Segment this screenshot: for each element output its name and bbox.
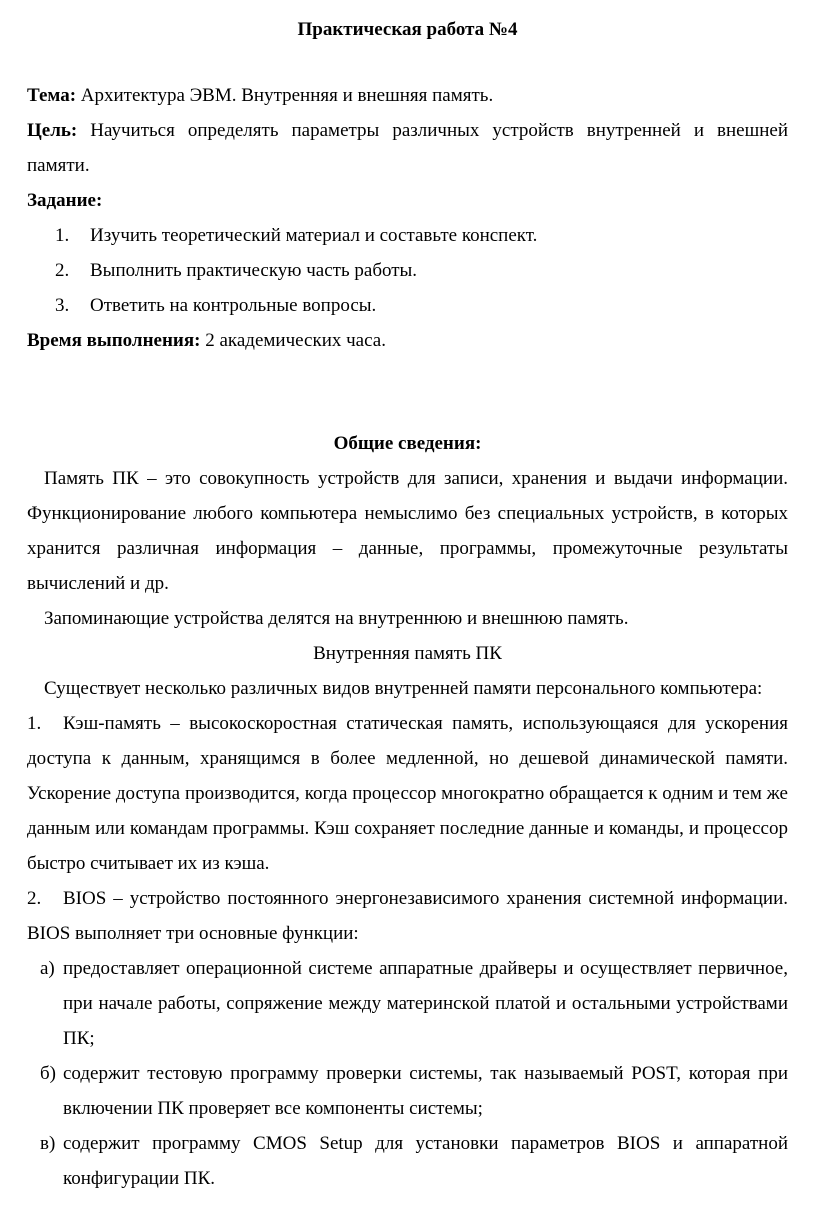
bios-function-list: [27, 951, 788, 1196]
task-text: Изучить теоретический материал и составьте конспект.: [90, 225, 538, 246]
assignment-label: Задание:: [27, 190, 103, 211]
task-item: [27, 253, 788, 288]
list-text: Кэш-память – высокоскоростная статическая память, использующаяся для ускорения доступа к данным, хранящимся в более медленной, но дешевой динамической памяти. Ускорение доступа производится, когда процессор многократно обращается к одним и тем же данным или командам программы. Кэш сохраняет последние данные и команды, и процессор быстро считывает их из кэша.: [27, 713, 788, 874]
list-item-bios: [27, 881, 788, 951]
doc-title: Практическая работа №4: [297, 19, 518, 40]
list-marker: 2.: [27, 888, 42, 909]
task-item: [27, 218, 788, 253]
assignment-heading: [27, 183, 788, 218]
topic-text: Архитектура ЭВМ. Внутренняя и внешняя память.: [80, 85, 494, 106]
goal-text: Научиться определять параметры различных устройств внутренней и внешней памяти.: [27, 120, 789, 176]
bios-function-item: [27, 1056, 788, 1126]
topic-label: Тема:: [27, 85, 77, 106]
task-marker: 2.: [55, 260, 70, 281]
task-text: Ответить на контрольные вопросы.: [90, 295, 377, 316]
task-marker: 3.: [55, 295, 70, 316]
list-text: предоставляет операционной системе аппаратные драйверы и осуществляет первичное, при начале работы, сопряжение между материнской платой и остальными устройствами ПК;: [63, 958, 788, 1049]
list-item-cache: [27, 706, 788, 881]
list-text: содержит программу CMOS Setup для установки параметров BIOS и аппаратной конфигурации ПК.: [63, 1133, 788, 1189]
bios-function-item: [27, 951, 788, 1056]
section-heading: Общие сведения:: [333, 433, 482, 454]
subsection-heading: Внутренняя память ПК: [313, 643, 502, 664]
bios-function-item: [27, 1126, 788, 1196]
list-text: BIOS – устройство постоянного энергонезависимого хранения системной информации. BIOS выполняет три основные функции:: [27, 888, 788, 944]
task-marker: 1.: [55, 225, 70, 246]
list-marker: а): [40, 958, 55, 979]
topic-paragraph: [27, 78, 788, 113]
goal-paragraph: [27, 113, 788, 183]
goal-label: Цель:: [27, 120, 78, 141]
list-text: содержит тестовую программу проверки системы, так называемый POST, которая при включении ПК проверяет все компоненты системы;: [63, 1063, 788, 1119]
list-marker: 1.: [27, 713, 42, 734]
task-item: [27, 288, 788, 323]
list-marker: б): [40, 1063, 56, 1084]
duration-text: 2 академических часа.: [205, 330, 386, 351]
paragraph-intro-internal: Существует несколько различных видов внутренней памяти персонального компьютера:: [44, 678, 763, 699]
list-marker: в): [40, 1133, 56, 1154]
paragraph-memory-overview: Память ПК – это совокупность устройств для записи, хранения и выдачи информации. Функционирование любого компьютера немыслимо без специальных устройств, в которых хранится различная информация – данные, программы, промежуточные результаты вычислений и др.: [27, 468, 788, 594]
task-list: [27, 218, 788, 323]
task-text: Выполнить практическую часть работы.: [90, 260, 418, 281]
paragraph-storage-types: Запоминающие устройства делятся на внутреннюю и внешнюю память.: [44, 608, 629, 629]
duration-paragraph: [27, 323, 788, 358]
duration-label: Время выполнения:: [27, 330, 201, 351]
